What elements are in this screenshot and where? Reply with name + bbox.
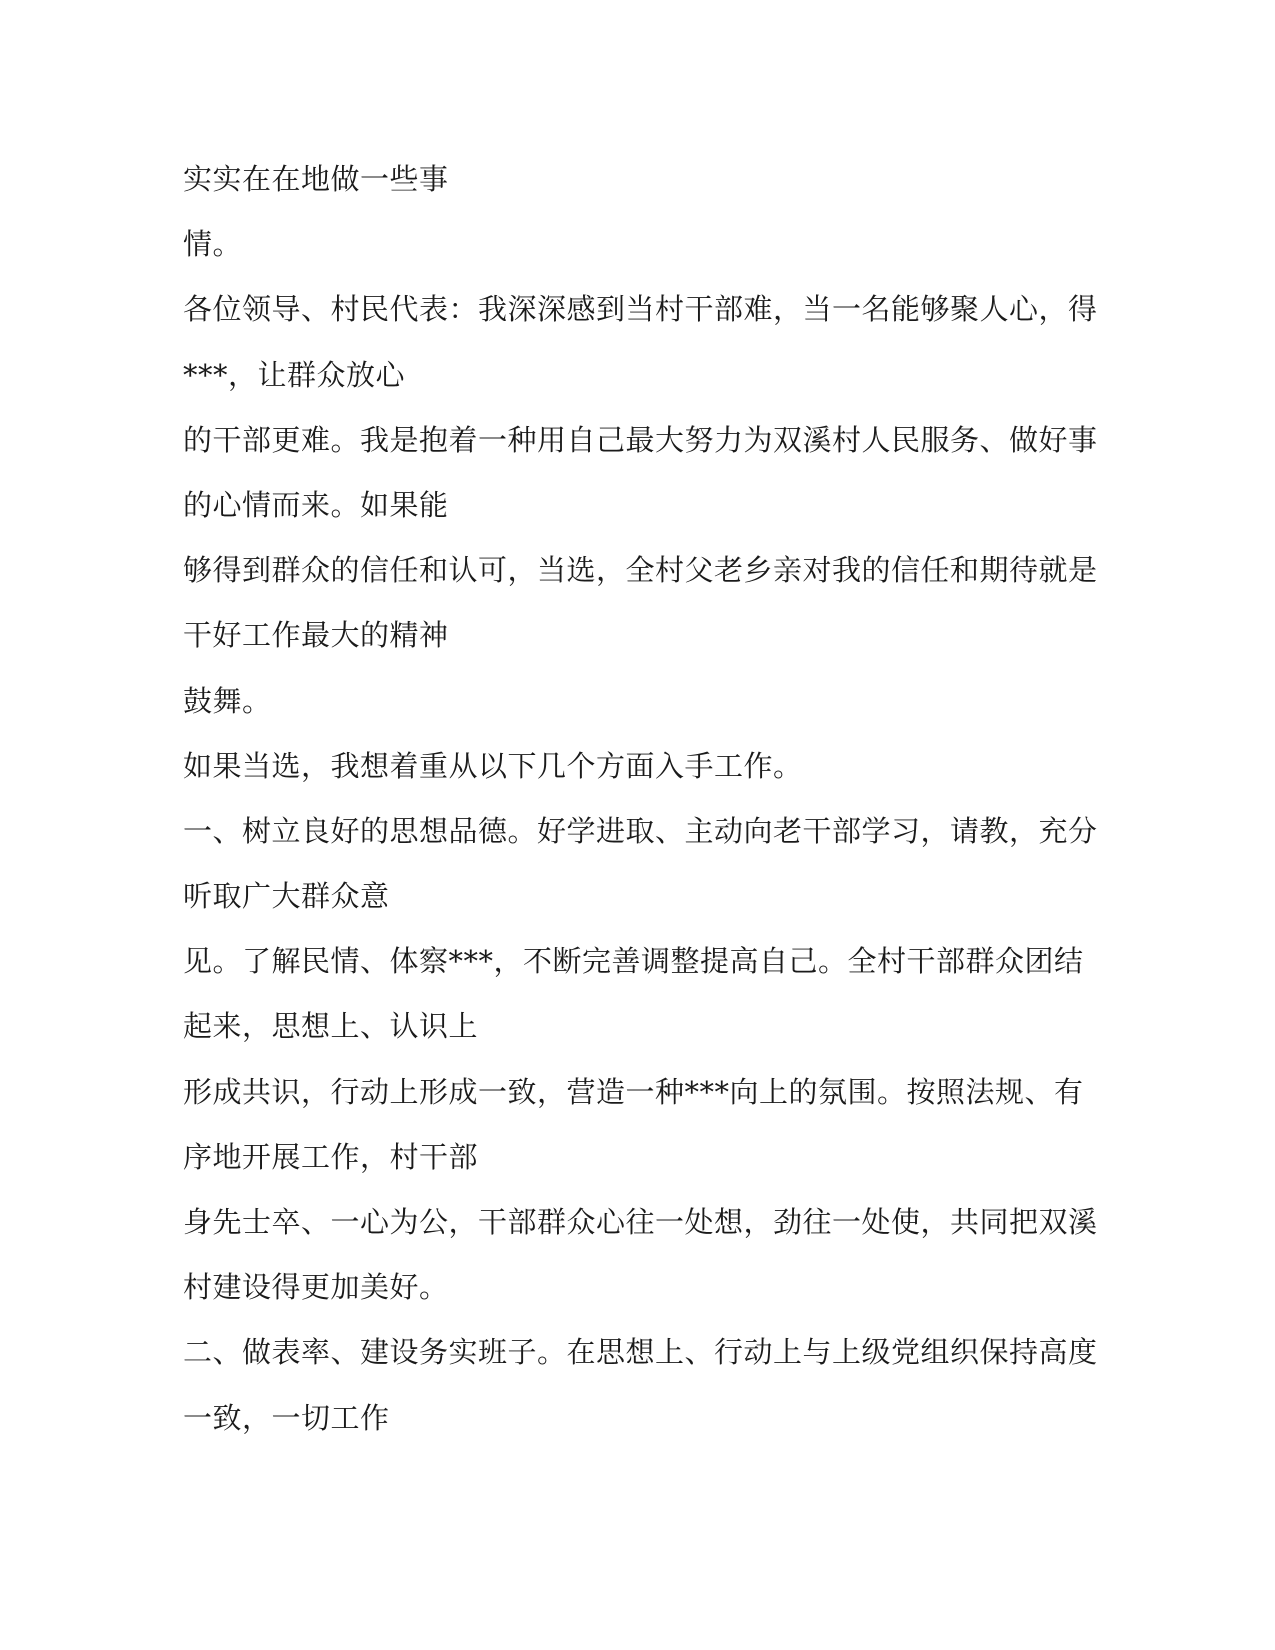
- text-line: 听取广大群众意: [183, 879, 390, 914]
- text-line: 够得到群众的信任和认可，当选，全村父老乡亲对我的信任和期待就是: [183, 553, 1098, 588]
- text-line: 村建设得更加美好。: [183, 1270, 449, 1305]
- text-line: ***，让群众放心: [183, 357, 406, 392]
- text-line: 二、做表率、建设务实班子。在思想上、行动上与上级党组织保持高度: [183, 1335, 1098, 1370]
- body-text: [183, 155, 1103, 1459]
- text-line: 一致，一切工作: [183, 1400, 390, 1435]
- text-line: 见。了解民情、体察***，不断完善调整提高自己。全村干部群众团结: [183, 944, 1084, 979]
- text-line: 序地开展工作，村干部: [183, 1139, 479, 1174]
- text-line: 情。: [183, 227, 243, 262]
- text-line: 起来，思想上、认识上: [183, 1009, 479, 1044]
- text-line: 实实在在地做一些事: [183, 162, 449, 196]
- text-line: 的干部更难。我是抱着一种用自己最大努力为双溪村人民服务、做好事: [183, 422, 1098, 457]
- text-line: 的心情而来。如果能: [183, 487, 449, 522]
- text-line: 干好工作最大的精神: [183, 618, 449, 653]
- text-line: 各位领导、村民代表：我深深感到当村干部难，当一名能够聚人心，得: [183, 292, 1098, 327]
- text-line: 鼓舞。: [183, 683, 272, 718]
- text-line: 一、树立良好的思想品德。好学进取、主动向老干部学习，请教，充分: [183, 813, 1098, 848]
- text-line: 如果当选，我想着重从以下几个方面入手工作。: [183, 748, 803, 783]
- text-line: 身先士卒、一心为公，干部群众心往一处想，劲往一处使，共同把双溪: [183, 1205, 1098, 1239]
- text-line: 形成共识，行动上形成一致，营造一种***向上的氛围。按照法规、有: [183, 1074, 1084, 1109]
